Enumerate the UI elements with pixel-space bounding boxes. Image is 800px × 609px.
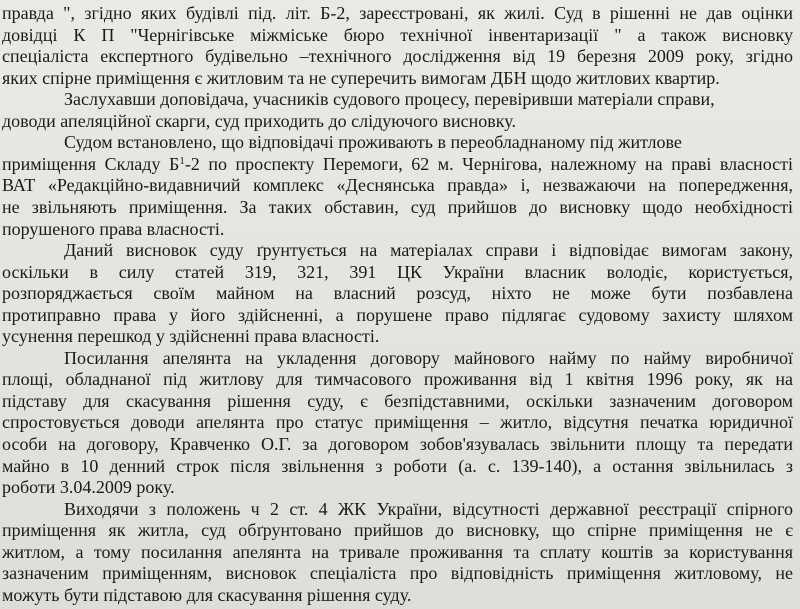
text-line [2, 563, 793, 584]
text-line [2, 412, 793, 433]
text-line [2, 175, 793, 196]
text-line-content: Виходячи з положень ч 2 ст. 4 ЖК України, відсутності державної реєстрації спірного [64, 498, 793, 519]
text-line-content: підставу для скасування рішення суду, є безпідставними, оскільки зазначеним договором [2, 390, 793, 411]
text-line-content: не звільняють приміщення. За таких обставин, суд прийшов до висновку щодо необхідності [2, 197, 793, 217]
text-line [2, 369, 793, 390]
text-line-content: довідці К П "Чернігівське міжміське бюро технічної інвентаризації " а також висновку [2, 24, 793, 45]
text-line-content: житлом, а тому посилання апелянта на тривале проживання та сплату коштів за користування [2, 541, 793, 562]
text-line-content: можуть бути підставою для скасування рішення суду. [2, 584, 412, 605]
text-line-content: протиправно права у його здійсненні, а порушене право підлягає судовому захисту шляхом [2, 304, 793, 325]
text-line [2, 477, 793, 498]
text-line-content: площі, обладнаної під житлову для тимчасового проживання від 1 квітня 1996 року, як на [2, 369, 793, 390]
text-line [2, 219, 793, 240]
text-line-content: спростовується доводи апелянта про статус приміщення – житло, відсутня печатка юридичної [2, 412, 793, 433]
text-line-content: Посилання апелянта на укладення договору майнового найму по найму виробничої [64, 347, 793, 368]
text-line-content-after: -2 по проспекту Перемоги, 62 м. Чернігова, належному на праві власності [184, 153, 793, 174]
text-line-content: приміщення Складу Б [2, 153, 180, 174]
text-line-content: Даний висновок суду ґрунтується на матеріалах справи і відповідає вимогам закону, [64, 240, 793, 261]
text-line-content: Заслухавши доповідача, учасників судового процесу, перевіривши матеріали справи, [64, 89, 715, 110]
text-line [2, 434, 793, 455]
text-line [2, 542, 793, 563]
superscript-index: 1 [179, 154, 185, 167]
text-line [2, 68, 793, 89]
text-line-content: спеціаліста експертного будівельно –технічного дослідження від 19 березня 2009 року, згідно [2, 46, 793, 67]
text-line [64, 89, 793, 110]
text-line-content: Судом встановлено, що відповідачі проживають в переобладнаному під житлове [64, 132, 682, 153]
text-line-content: розпоряджається своїм майном на власний розсуд, ніхто не може бути позбавлена [2, 283, 793, 304]
text-line-content: майно в 10 денний строк після звільнення з роботи (а. с. 139-140), а остання звільнилась з [2, 455, 793, 476]
text-line-content: приміщення як житла, суд обґрунтовано прийшов до висновку, що спірне приміщення не є [2, 520, 793, 541]
text-line [2, 326, 793, 347]
text-line-content: ВАТ «Редакційно-видавничий комплекс «Деснянська правда» і, незважаючи на попередження, [2, 175, 793, 196]
text-line [2, 25, 793, 46]
text-line [2, 391, 793, 412]
text-line-content: правда ", згідно яких будівлі під. літ. Б-2, зареєстровані, як жилі. Суд в рішенні не дав оцінки [2, 3, 793, 23]
text-line-content: порушеного права власності. [2, 218, 225, 239]
text-line [2, 305, 793, 326]
text-line [2, 456, 793, 477]
text-line [2, 197, 793, 218]
text-line-content: особи на договору, Кравченко О.Г. за договором зобов'язувалась звільнити площу та передати [2, 434, 793, 454]
text-line [2, 585, 793, 606]
text-line [2, 283, 793, 304]
text-line [2, 46, 793, 67]
text-line-content: усунення перешкод у здійсненні права власності. [2, 326, 380, 347]
text-line-content: оскільки в силу статей 319, 321, 391 ЦК України власник володіє, користується, [2, 261, 793, 282]
text-line [64, 132, 793, 153]
text-line [2, 3, 793, 24]
text-line [2, 154, 793, 175]
text-line [2, 111, 793, 132]
text-line [2, 520, 793, 541]
text-line-content: роботи 3.04.2009 року. [2, 477, 175, 498]
text-line [2, 262, 793, 283]
text-line [64, 499, 793, 520]
text-line-content: доводи апеляційної скарги, суд приходить до слідуючого висновку. [2, 110, 516, 131]
text-line-content: яких спірне приміщення є житловим та не суперечить вимогам ДБН щодо житлових квартир. [2, 67, 720, 88]
text-line [64, 348, 793, 369]
text-line [64, 240, 793, 261]
text-line-content: зазначеним приміщенням, висновок спеціаліста про відповідність приміщення житловому, не [2, 563, 793, 584]
